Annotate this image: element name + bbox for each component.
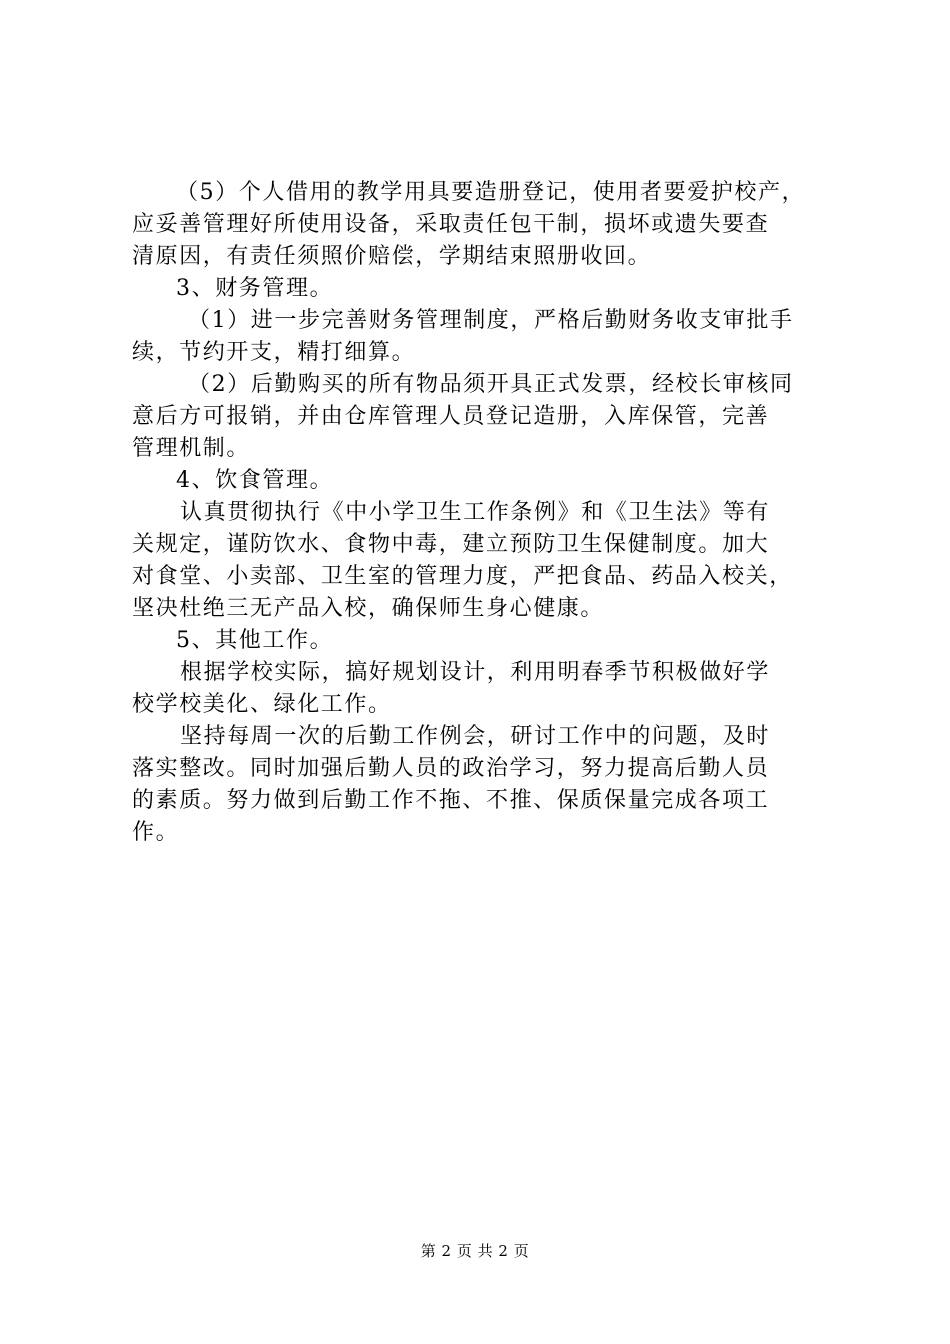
text-line: 坚决杜绝三无产品入校，确保师生身心健康。 (132, 596, 605, 621)
document-body (132, 177, 832, 849)
text-line: 根据学校实际，搞好规划设计，利用明春季节积极做好学 (180, 660, 771, 685)
text-line: 意后方可报销，并由仓库管理人员登记造册，入库保管，完善 (132, 404, 770, 429)
text-line: 关规定，谨防饮水、食物中毒，建立预防卫生保健制度。加大 (132, 532, 770, 557)
section-heading: 3、财务管理。 (176, 276, 334, 301)
text-line: （1）进一步完善财务管理制度，严格后勤财务收支审批手 (188, 308, 794, 333)
section-heading: 4、饮食管理。 (176, 468, 334, 493)
text-line: （2）后勤购买的所有物品须开具正式发票，经校长审核同 (188, 372, 794, 397)
text-line: 坚持每周一次的后勤工作例会，研讨工作中的问题，及时 (180, 724, 771, 749)
text-line: 落实整改。同时加强后勤人员的政治学习，努力提高后勤人员 (132, 756, 770, 781)
page-number-footer: 第 2 页 共 2 页 (420, 1242, 530, 1260)
text-line: 作。 (132, 820, 180, 845)
text-line: 认真贯彻执行《中小学卫生工作条例》和《卫生法》等有 (180, 500, 771, 525)
section-heading: 5、其他工作。 (176, 628, 334, 653)
text-line: 应妥善管理好所使用设备，采取责任包干制，损坏或遗失要查 (132, 212, 770, 237)
text-line: 对食堂、小卖部、卫生室的管理力度，严把食品、药品入校关， (132, 564, 793, 589)
text-line: 的素质。努力做到后勤工作不拖、不推、保质保量完成各项工 (132, 788, 770, 813)
text-line: 管理机制。 (132, 436, 251, 461)
text-line: 续，节约开支，精打细算。 (132, 340, 416, 365)
text-line: 校学校美化、绿化工作。 (132, 692, 392, 717)
text-line: （5）个人借用的教学用具要造册登记，使用者要爱护校产， (176, 180, 806, 205)
text-line: 清原因，有责任须照价赔偿，学期结束照册收回。 (132, 244, 652, 269)
